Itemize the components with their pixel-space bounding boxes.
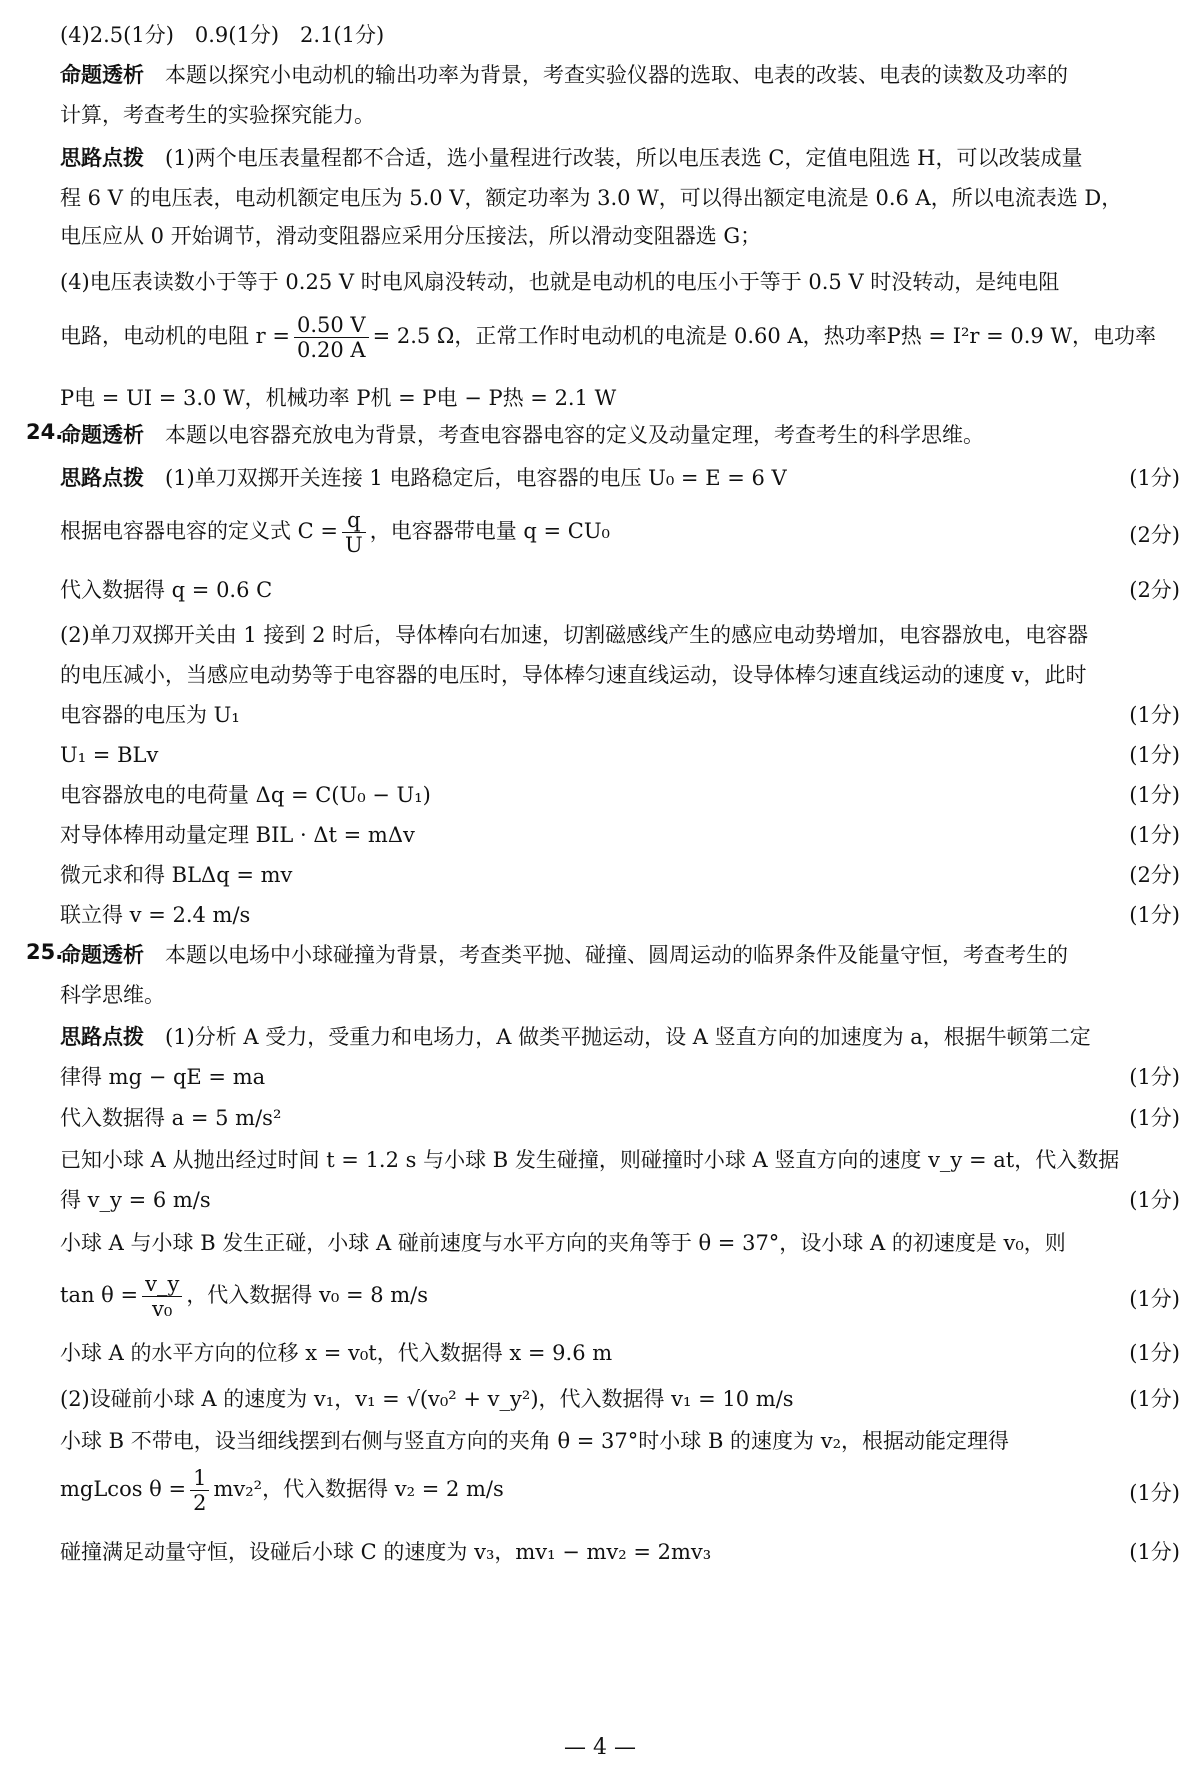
text-line: 律得 mg − qE = ma (1分) — [60, 1062, 1180, 1092]
text-line: 电容器放电的电荷量 Δq = C(U₀ − U₁) (1分) — [60, 780, 1180, 810]
text-line: (2)单刀双掷开关由 1 接到 2 时后，导体棒向右加速，切割磁感线产生的感应电动势增加，电容器放电，电容器 — [60, 623, 1089, 647]
text-line: 已知小球 A 从抛出经过时间 t = 1.2 s 与小球 B 发生碰撞，则碰撞时小球 A 竖直方向的速度 v_y = at，代入数据 — [60, 1148, 1120, 1172]
score: (1分) — [1129, 1188, 1180, 1212]
section-label: 命题透析 — [60, 423, 144, 447]
tan-formula-line: tan θ = $\frac{v\_y}{\text{v₀}}$ ，代入数据得 v₀ = 8 m/s (1分) — [60, 1272, 1180, 1321]
fraction: $\frac{1}{2}$ — [190, 1466, 209, 1515]
score: (1分) — [1129, 1341, 1180, 1365]
analysis-line: 命题透析 本题以电场中小球碰撞为背景，考查类平抛、碰撞、圆周运动的临界条件及能量守恒，考查考生的 — [60, 943, 1068, 967]
resistance-formula-line: 电路，电动机的电阻 r = $\frac{0.50 V}{0.20 A}$ = 2.5 Ω，正常工作时电动机的电流是 0.60 A，热功率P热 = I²r = 0.9 W，电功率 — [60, 313, 1157, 362]
score: (1分) — [1129, 1065, 1180, 1089]
text-line: 计算，考查考生的实验探究能力。 — [60, 103, 375, 127]
text-line: 联立得 v = 2.4 m/s (1分) — [60, 900, 1180, 930]
score: (1分) — [1129, 743, 1180, 767]
score: (1分) — [1129, 703, 1180, 727]
energy-formula-line: mgLcos θ = $\frac{1}{2}$ mv₂²，代入数据得 v₂ = 2 m/s (1分) — [60, 1466, 1180, 1515]
score: (1分) — [1129, 1481, 1180, 1505]
score: (2分) — [1129, 578, 1180, 602]
score: (1分) — [1129, 1287, 1180, 1311]
text-line: 科学思维。 — [60, 983, 165, 1007]
analysis-line: 命题透析 本题以电容器充放电为背景，考查电容器电容的定义及动量定理，考查考生的科学思维。 — [60, 423, 984, 447]
analysis-line: 命题透析 本题以探究小电动机的输出功率为背景，考查实验仪器的选取、电表的改装、电表的读数及功率的 — [60, 63, 1068, 87]
score: (1分) — [1129, 1387, 1180, 1411]
power-line: P电 = UI = 3.0 W，机械功率 P机 = P电 − P热 = 2.1 W — [60, 386, 617, 410]
score: (1分) — [1129, 1540, 1180, 1564]
fraction: $\frac{v\_y}{\text{v₀}}$ — [142, 1272, 182, 1321]
section-label: 命题透析 — [60, 943, 144, 967]
fraction: $\frac{0.50 V}{0.20 A}$ — [294, 313, 369, 362]
hint-line: 思路点拨 (1)单刀双掷开关连接 1 电路稳定后，电容器的电压 U₀ = E = 6 V (1分) — [60, 463, 1180, 493]
text-line: 小球 B 不带电，设当细线摆到右侧与竖直方向的夹角 θ = 37°时小球 B 的速度为 v₂，根据动能定理得 — [60, 1429, 1010, 1453]
score: (1分) — [1129, 1106, 1180, 1130]
capacitance-formula-line: 根据电容器电容的定义式 C = $\frac{q}{U}$ ，电容器带电量 q = CU₀ (2分) — [60, 508, 1180, 557]
text-line: U₁ = BLv (1分) — [60, 740, 1180, 770]
question-number-24: 24. — [26, 420, 64, 444]
text-line: 电容器的电压为 U₁ (1分) — [60, 700, 1180, 730]
section-label: 命题透析 — [60, 63, 144, 87]
fraction: $\frac{q}{U}$ — [342, 508, 366, 557]
text-line: 代入数据得 q = 0.6 C (2分) — [60, 575, 1180, 605]
text-line: 碰撞满足动量守恒，设碰后小球 C 的速度为 v₃，mv₁ − mv₂ = 2mv₃ (1分) — [60, 1537, 1180, 1567]
score: (1分) — [1129, 823, 1180, 847]
text-line: 的电压减小，当感应电动势等于电容器的电压时，导体棒匀速直线运动，设导体棒匀速直线运动的速度 v，此时 — [60, 663, 1087, 687]
text-line: 代入数据得 a = 5 m/s² (1分) — [60, 1103, 1180, 1133]
text-line: 小球 A 的水平方向的位移 x = v₀t，代入数据得 x = 9.6 m (1分) — [60, 1338, 1180, 1368]
section-label: 思路点拨 — [60, 146, 144, 170]
score: (1分) — [1129, 903, 1180, 927]
text-line: 得 v_y = 6 m/s (1分) — [60, 1185, 1180, 1215]
hint-line: 思路点拨 (1)两个电压表量程都不合适，选小量程进行改装，所以电压表选 C，定值电阻选 H，可以改装成量 — [60, 146, 1083, 170]
section-label: 思路点拨 — [60, 466, 144, 490]
text-line: (2)设碰前小球 A 的速度为 v₁，v₁ = √(v₀² + v_y²)，代入数据得 v₁ = 10 m/s (1分) — [60, 1384, 1180, 1414]
score: (2分) — [1129, 523, 1180, 547]
score: (2分) — [1129, 863, 1180, 887]
question-number-25: 25. — [26, 940, 64, 964]
hint-line: 思路点拨 (1)分析 A 受力，受重力和电场力，A 做类平抛运动，设 A 竖直方向的加速度为 a，根据牛顿第二定 — [60, 1025, 1091, 1049]
text-line: 程 6 V 的电压表，电动机额定电压为 5.0 V，额定功率为 3.0 W，可以得出额定电流是 0.6 A，所以电流表选 D， — [60, 186, 1123, 210]
text-line: 电压应从 0 开始调节，滑动变阻器应采用分压接法，所以滑动变阻器选 G； — [60, 224, 762, 248]
text-line: 对导体棒用动量定理 BIL · Δt = mΔv (1分) — [60, 820, 1180, 850]
score: (1分) — [1129, 783, 1180, 807]
score: (1分) — [1129, 466, 1180, 490]
line-4-answers: (4)2.5(1分) 0.9(1分) 2.1(1分) — [60, 23, 385, 47]
section-label: 思路点拨 — [60, 1025, 144, 1049]
page-number: — 4 — — [564, 1735, 636, 1760]
text-line: 微元求和得 BLΔq = mv (2分) — [60, 860, 1180, 890]
text-line: 小球 A 与小球 B 发生正碰，小球 A 碰前速度与水平方向的夹角等于 θ = 37°，设小球 A 的初速度是 v₀，则 — [60, 1231, 1066, 1255]
text-line: (4)电压表读数小于等于 0.25 V 时电风扇没转动，也就是电动机的电压小于等于 0.5 V 时没转动，是纯电阻 — [60, 270, 1060, 294]
